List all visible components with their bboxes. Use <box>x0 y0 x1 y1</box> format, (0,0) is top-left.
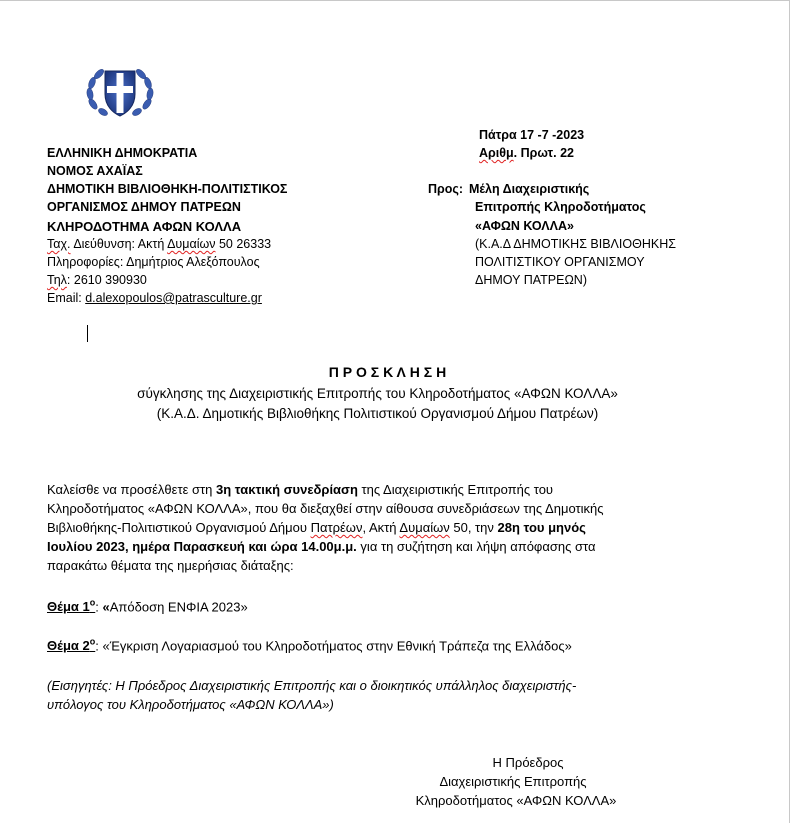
header-info: Πληροφορίες: Δημήτριος Αλεξόπουλος <box>47 255 260 269</box>
signature-committee: Διαχειριστικής Επιτροπής <box>439 774 587 789</box>
street-name: Δυμαίων <box>399 520 450 535</box>
body-line-2: Κληροδοτήματος «ΑΦΩΝ ΚΟΛΛΑ», που θα διεξαχθεί στην αίθουσα συνεδριάσεων της Δημοτικής <box>47 501 604 516</box>
address-number: 50 26333 <box>215 237 272 251</box>
text-cursor <box>87 325 88 342</box>
body-line-3 <box>47 520 709 539</box>
topic-label <box>47 638 95 653</box>
rapporteurs <box>47 678 709 716</box>
topic-quote: « <box>102 599 110 615</box>
topic-1 <box>47 598 248 614</box>
rapporteurs-line-1: (Εισηγητές: Η Πρόεδρος Διαχειριστικής Επιτροπής και ο διοικητικός υπάλληλος διαχειριστής- <box>47 678 577 693</box>
header-phone <box>47 273 147 287</box>
body-text: 50, την <box>449 520 498 535</box>
body-line-4 <box>47 539 709 558</box>
header-organization: ΟΡΓΑΝΙΣΜΟΣ ΔΗΜΟΥ ΠΑΤΡΕΩΝ <box>47 200 241 214</box>
recipient-line4: (Κ.Α.Δ ΔΗΜΟΤΙΚΗΣ ΒΙΒΛΙΟΘΗΚΗΣ <box>475 237 676 251</box>
signature-title: Η Πρόεδρος <box>492 755 564 770</box>
header-address <box>47 237 271 251</box>
header-prefecture: ΝΟΜΟΣ ΑΧΑΪΑΣ <box>47 164 143 178</box>
recipient-label: Προς: <box>428 182 464 196</box>
invitation-subtitle: σύγκλησης της Διαχειριστικής Επιτροπής του Κληροδοτήματος «ΑΦΩΝ ΚΟΛΛΑ» <box>137 386 618 401</box>
body-line-5: παρακάτω θέματα της ημερήσιας διάταξης: <box>47 558 294 573</box>
protocol-number <box>479 146 574 160</box>
body-text: για τη συζήτηση και λήψη απόφασης στα <box>356 539 596 554</box>
signature-legacy: Κληροδοτήματος «ΑΦΩΝ ΚΟΛΛΑ» <box>415 793 617 808</box>
recipient-line1: Μέλη Διαχειριστικής <box>469 182 590 196</box>
header-email <box>47 291 262 305</box>
address-label: Ταχ. <box>47 237 71 251</box>
address-street: Δυμαίων <box>167 237 216 251</box>
topic-label-text: Θέμα 2 <box>47 638 90 654</box>
rapporteurs-line-2: υπόλογος του Κληροδοτήματος «ΑΦΩΝ ΚΟΛΛΑ») <box>47 697 334 712</box>
header-legacy: ΚΛΗΡΟΔΟΤΗΜΑ ΑΦΩΝ ΚΟΛΛΑ <box>47 219 242 234</box>
protocol-value: . Πρωτ. 22 <box>513 146 574 160</box>
recipient-line2: Επιτροπής Κληροδοτήματος <box>475 200 646 214</box>
body-text: της Διαχειριστικής Επιτροπής του <box>357 482 554 497</box>
protocol-label: Αριθμ <box>479 146 514 160</box>
meeting-datetime: Ιουλίου 2023, ημέρα Παρασκευή και ώρα 14.00μ.μ. <box>47 539 357 554</box>
topic-text: Απόδοση ΕΝΦΙΑ 2023» <box>109 599 248 615</box>
recipient-line3: «ΑΦΩΝ ΚΟΛΛΑ» <box>475 219 574 233</box>
body-text: Καλείσθε να προσέλθετε στη <box>47 482 216 497</box>
body-text: , Ακτή <box>362 520 400 535</box>
header-library: ΔΗΜΟΤΙΚΗ ΒΙΒΛΙΟΘΗΚΗ-ΠΟΛΙΤΙΣΤΙΚΟΣ <box>47 182 288 196</box>
email-link[interactable]: d.alexopoulos@patrasculture.gr <box>85 291 262 305</box>
topic-text: «Έγκριση Λογαριασμού του Κληροδοτήματος στην Εθνική Τράπεζα της Ελλάδος» <box>102 638 572 654</box>
phone-label: Τηλ <box>47 273 67 287</box>
meeting-date: 28η του μηνός <box>497 520 586 535</box>
meeting-type: 3η τακτική συνεδρίαση <box>215 482 358 497</box>
address-text: Διεύθυνση: Ακτή <box>70 237 168 251</box>
invitation-title: Π Ρ Ο Σ Κ Λ Η Σ Η <box>328 364 447 380</box>
recipient-line6: ΔΗΜΟΥ ΠΑΤΡΕΩΝ) <box>475 273 587 287</box>
city-name: Πατρέων <box>310 520 363 535</box>
date: Πάτρα 17 -7 -2023 <box>479 128 585 142</box>
topic-label-text: Θέμα 1 <box>47 599 90 615</box>
body-paragraph <box>47 482 709 577</box>
topic-sup: ο <box>89 598 96 608</box>
header-republic: ΕΛΛΗΝΙΚΗ ΔΗΜΟΚΡΑΤΙΑ <box>47 146 198 160</box>
greek-state-emblem-icon <box>83 64 157 120</box>
topic-sep: : <box>95 599 103 615</box>
body-line-1 <box>47 482 709 501</box>
topic-label <box>47 599 95 614</box>
invitation-subtitle-2: (Κ.Α.Δ. Δημοτικής Βιβλιοθήκης Πολιτιστικού Οργανισμού Δήμου Πατρέων) <box>156 406 599 421</box>
body-text: Βιβλιοθήκης-Πολιτιστικού Οργανισμού Δήμου <box>47 520 311 535</box>
topic-2 <box>47 637 572 653</box>
phone-number: : 2610 390930 <box>66 273 147 287</box>
topic-sep: : <box>95 638 103 654</box>
topic-sup: ο <box>89 637 96 647</box>
email-label: Email: <box>47 291 86 305</box>
recipient-line5: ΠΟΛΙΤΙΣΤΙΚΟΥ ΟΡΓΑΝΙΣΜΟΥ <box>475 255 645 269</box>
